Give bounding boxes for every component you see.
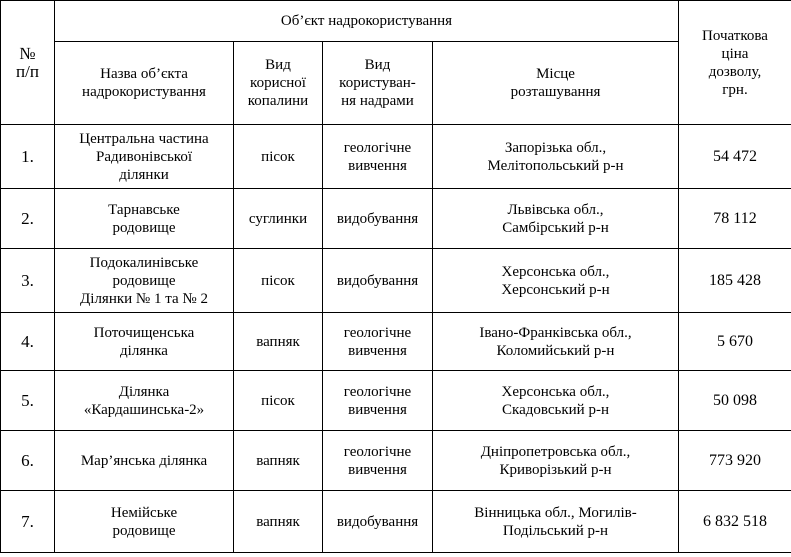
table-row [1,189,791,249]
row-number: 7. [1,491,55,553]
table-row [1,313,791,371]
row-number: 5. [1,371,55,431]
row-number: 1. [1,125,55,189]
location: Херсонська обл., Скадовський р-н [433,371,679,431]
row-number: 2. [1,189,55,249]
mineral-type: вапняк [234,431,323,491]
location: Вінницька обл., Могилів- Подільський р-н [433,491,679,553]
use-type: видобування [323,189,433,249]
mineral-type: вапняк [234,313,323,371]
header-mineral: Вид корисної копалини [234,42,323,125]
start-price: 54 472 [679,125,791,189]
start-price: 5 670 [679,313,791,371]
mineral-type: пісок [234,249,323,313]
mineral-type: суглинки [234,189,323,249]
table-row [1,491,791,553]
header-group-title: Об’єкт надрокористування [55,1,679,42]
use-type: видобування [323,491,433,553]
mineral-type: пісок [234,371,323,431]
header-location: Місце розташування [433,42,679,125]
table-row [1,125,791,189]
mineral-type: вапняк [234,491,323,553]
location: Херсонська обл., Херсонський р-н [433,249,679,313]
location: Івано-Франківська обл., Коломийський р-н [433,313,679,371]
object-name: Центральна частина Радивонівської ділянки [55,125,234,189]
header-use-type: Вид користуван- ня надрами [323,42,433,125]
start-price: 773 920 [679,431,791,491]
start-price: 78 112 [679,189,791,249]
object-name: Подокалинівське родовище Ділянки № 1 та № 2 [55,249,234,313]
header-name: Назва об’єкта надрокористування [55,42,234,125]
header-number: № п/п [1,1,55,125]
mineral-type: пісок [234,125,323,189]
use-type: видобування [323,249,433,313]
object-name: Немійське родовище [55,491,234,553]
header-price: Початкова ціна дозволу, грн. [679,1,791,125]
object-name: Ділянка «Кардашинська-2» [55,371,234,431]
use-type: геологічне вивчення [323,431,433,491]
object-name: Мар’янська ділянка [55,431,234,491]
use-type: геологічне вивчення [323,313,433,371]
location: Запорізька обл., Мелітопольський р-н [433,125,679,189]
row-number: 6. [1,431,55,491]
table-row [1,431,791,491]
start-price: 6 832 518 [679,491,791,553]
location: Львівська обл., Самбірський р-н [433,189,679,249]
object-name: Тарнавське родовище [55,189,234,249]
row-number: 3. [1,249,55,313]
table-row [1,249,791,313]
row-number: 4. [1,313,55,371]
object-name: Поточищенська ділянка [55,313,234,371]
location: Дніпропетровська обл., Криворізький р-н [433,431,679,491]
start-price: 50 098 [679,371,791,431]
start-price: 185 428 [679,249,791,313]
use-type: геологічне вивчення [323,371,433,431]
table-row [1,371,791,431]
use-type: геологічне вивчення [323,125,433,189]
